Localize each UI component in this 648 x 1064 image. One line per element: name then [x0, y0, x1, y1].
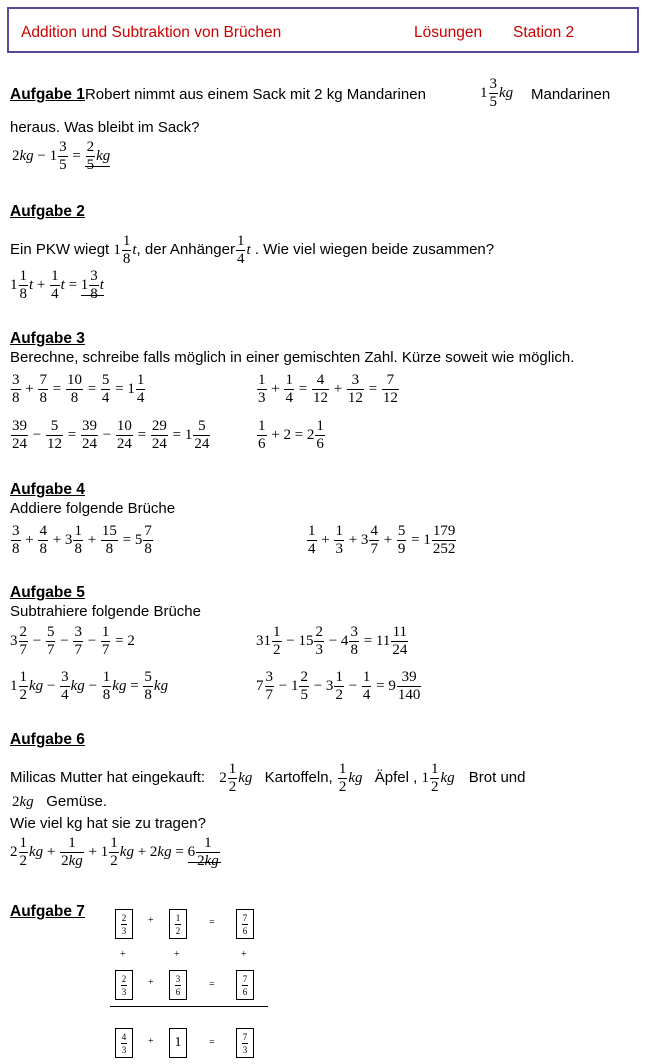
grid-cell: $\frac{3}{6}$: [169, 970, 187, 1000]
task-4-eq-1: $\frac{3}{8}$ + $\frac{4}{8}$ + 3 $\frac{1}{8}$ + $\frac{15}{8}$ = 5 $\frac{7}{8}$: [12, 523, 152, 557]
task-6-solution: 2 $\frac{1}{2}$ kg + $\frac{1}{2kg}$ + 1 $\frac{1}{2}$ kg + 2kg = 6 $\frac{1}{2kg}$: [10, 835, 219, 869]
task-1-text-3: heraus. Was bleibt im Sack?: [10, 119, 200, 136]
task-3-eq-2: $\frac{1}{3}$ + $\frac{1}{4}$ = $\frac{4}{12}$ + $\frac{3}{12}$ = $\frac{7}{12}$: [258, 372, 398, 406]
grid-cell: $\frac{2}{3}$: [115, 970, 133, 1000]
grid-cell: $\frac{7}{6}$: [236, 970, 254, 1000]
grid-cell: $\frac{1}{2}$: [169, 909, 187, 939]
task-5-text: Subtrahiere folgende Brüche: [10, 603, 201, 620]
station-label: Station 2: [513, 24, 575, 41]
task-5-eq-2: 31 $\frac{1}{2}$ − 15 $\frac{2}{3}$ − 4 $\frac{3}{8}$ = 11 $\frac{11}{24}$: [256, 624, 408, 658]
grid-cell: $\frac{7}{6}$: [236, 909, 254, 939]
task-5-eq-3: 1 $\frac{1}{2}$ kg − $\frac{3}{4}$ kg − $\frac{1}{8}$ kg = $\frac{5}{8}$ kg: [10, 669, 169, 703]
task-1-line-1: [10, 86, 426, 104]
task-2-solution: 1 $\frac{1}{8}$ t + $\frac{1}{4}$ t = 1 $\frac{3}{8}$ t: [10, 268, 104, 302]
task-3-title: Aufgabe 3: [10, 330, 85, 347]
task-4-text: Addiere folgende Brüche: [10, 500, 176, 517]
task-6-text: Milicas Mutter hat eingekauft: 2 $\frac{1}{2}$ kg Kartoffeln, $\frac{1}{2}$ kg Äpfel , 1 $\frac{1}{2}$ kg Brot und: [10, 761, 526, 795]
task-1-amount: 1 $\frac{3}{5}$ kg: [480, 76, 514, 110]
task-1-title: Aufgabe 1: [10, 86, 85, 103]
grid-cell: $\frac{4}{3}$: [115, 1028, 133, 1058]
worksheet-title: Addition und Subtraktion von Brüchen: [21, 24, 282, 41]
task-6-text-2: 2kg Gemüse.: [12, 793, 108, 810]
task-1-text-2: Mandarinen: [531, 86, 611, 103]
task-3-eq-3: $\frac{39}{24}$ − $\frac{5}{12}$ = $\frac{39}{24}$ − $\frac{10}{24}$ = $\frac{29}{24}$ = 1 $\frac{5}{24}$: [12, 418, 210, 452]
task-3-eq-1: $\frac{3}{8}$ + $\frac{7}{8}$ = $\frac{10}{8}$ = $\frac{5}{4}$ = 1 $\frac{1}{4}$: [12, 372, 145, 406]
grid-cell: 1: [169, 1028, 187, 1058]
task-6-title: Aufgabe 6: [10, 731, 85, 748]
task-1-solution: 2kg − 1 $\frac{3}{5}$ = $\frac{2}{5}$ kg: [12, 139, 111, 173]
task-3-eq-4: $\frac{1}{6}$ + 2 = 2 $\frac{1}{6}$: [258, 418, 324, 452]
task-2-text: Ein PKW wiegt 1 $\frac{1}{8}$ t, der Anhänger $\frac{1}{4}$ t . Wie viel wiegen beide zusammen?: [10, 233, 495, 267]
task-7-title: Aufgabe 7: [10, 903, 85, 920]
task-4-eq-2: $\frac{1}{4}$ + $\frac{1}{3}$ + 3 $\frac{4}{7}$ + $\frac{5}{9}$ = 1 $\frac{179}{252}$: [308, 523, 456, 557]
task-1-text: Robert nimmt aus einem Sack mit 2 kg Mandarinen: [84, 86, 426, 103]
grid-cell: $\frac{2}{3}$: [115, 909, 133, 939]
task-6-question: Wie viel kg hat sie zu tragen?: [10, 815, 206, 832]
task-5-eq-1: 3 $\frac{2}{7}$ − $\frac{5}{7}$ − $\frac{3}{7}$ − $\frac{1}{7}$ = 2: [10, 624, 135, 658]
task-2-title: Aufgabe 2: [10, 203, 85, 220]
task-5-title: Aufgabe 5: [10, 584, 85, 601]
header-box: [7, 7, 639, 53]
solutions-label: Lösungen: [414, 24, 483, 41]
task-5-eq-4: 7 $\frac{3}{7}$ − 1 $\frac{2}{5}$ − 3 $\frac{1}{2}$ − $\frac{1}{4}$ = 9 $\frac{39}{140}$: [256, 669, 421, 703]
grid-cell: $\frac{7}{3}$: [236, 1028, 254, 1058]
task-4-title: Aufgabe 4: [10, 481, 85, 498]
task-3-text: Berechne, schreibe falls möglich in einer gemischten Zahl. Kürze soweit wie möglich.: [10, 349, 575, 366]
